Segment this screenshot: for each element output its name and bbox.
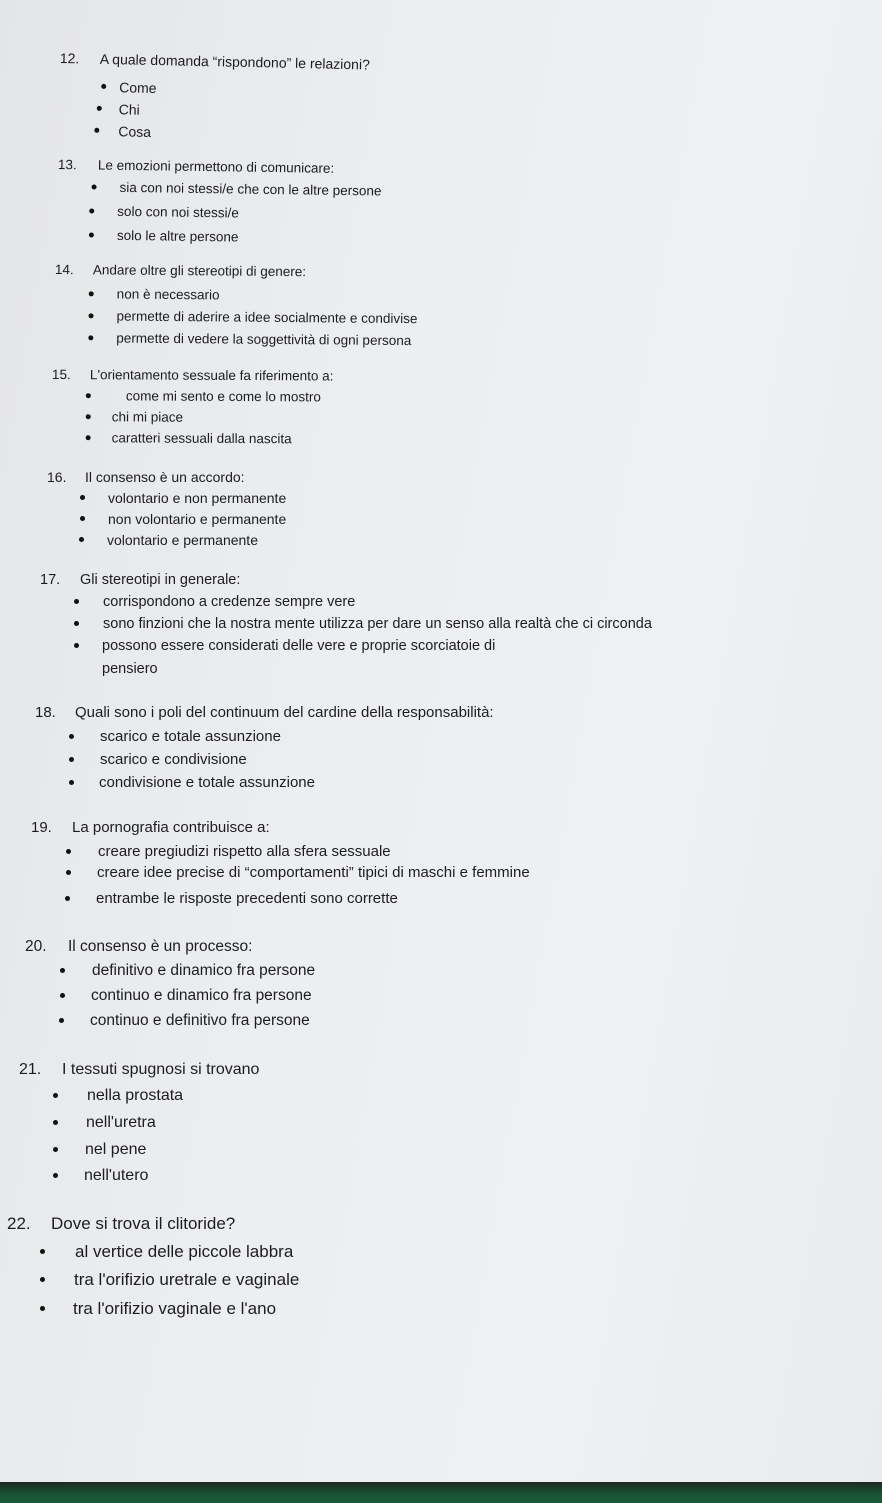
bullet-icon [40,1249,45,1254]
question-header [7,1214,235,1234]
answer-option: permette di aderire a idee socialmente e condivise [116,309,417,327]
bullet-icon [86,414,91,419]
question-number: 14. [54,262,74,278]
answer-option: solo le altre persone [117,228,239,245]
bullet-icon [89,313,94,318]
question-text: I tessuti spugnosi si trovano [62,1061,260,1078]
question-18 [35,704,494,791]
answer-option: volontario e permanente [107,532,258,548]
answer-option: tra l'orifizio uretrale e vaginale [74,1270,299,1290]
answer-option: volontario e non permanente [108,490,286,506]
bullet-icon [74,643,79,648]
question-number: 22. [7,1214,31,1233]
question-19 [31,819,530,907]
question-16 [47,469,287,548]
bullet-icon [79,537,84,542]
question-number: 16. [47,469,67,485]
bullet-icon [92,184,97,189]
question-text: Il consenso è un accordo: [85,469,245,485]
question-header [60,50,370,72]
answer-option: condivisione e totale assunzione [99,774,315,791]
bullet-icon [86,435,91,440]
question-number: 13. [57,157,77,173]
bullet-icon [69,780,74,785]
answer-option: sono finzioni che la nostra mente utilizza per dare un senso alla realtà che ci circonda [103,616,652,632]
question-text: Dove si trova il clitoride? [51,1214,236,1233]
question-number: 19. [31,819,52,836]
question-header [47,469,245,485]
question-header [52,367,334,383]
question-20 [25,938,316,1029]
bullet-icon [80,516,85,521]
bullet-icon [53,1120,58,1125]
bullet-icon [69,734,74,739]
answer-option: permette di vedere la soggettività di ogni persona [116,331,411,349]
question-header [31,819,270,836]
question-text: Il consenso è un processo: [68,938,253,955]
bullet-icon [74,599,79,604]
bullet-icon [88,335,93,340]
question-header [35,704,494,721]
question-17 [40,572,652,677]
bullet-icon [89,291,94,296]
bullet-icon [66,870,71,875]
question-12 [59,50,371,140]
answer-option: non è necessario [117,287,220,303]
bullet-icon [40,1277,45,1282]
bullet-icon [69,757,74,762]
answer-option: possono essere considerati delle vere e proprie scorciatoie di [102,638,495,654]
bullet-icon [65,896,70,901]
bullet-icon [94,128,99,133]
answer-option: definitivo e dinamico fra persone [92,962,315,980]
question-header [19,1061,259,1079]
bullet-icon [59,1018,64,1023]
answer-option: Cosa [118,123,151,140]
bullet-icon [60,968,65,973]
bullet-icon [40,1306,45,1311]
answer-option: caratteri sessuali dalla nascita [112,430,292,446]
bullet-icon [80,495,85,500]
answer-option-continuation: pensiero [102,661,158,677]
answer-option: Come [119,79,157,96]
question-header [40,572,240,588]
answer-option: nella prostata [87,1087,183,1105]
bullet-icon [66,849,71,854]
bullet-icon [89,208,94,213]
bullet-icon [74,621,79,626]
answer-option: entrambe le risposte precedenti sono corrette [96,890,398,907]
question-number: 18. [35,704,56,721]
question-text: Gli stereotipi in generale: [80,572,241,588]
question-text: La pornografia contribuisce a: [72,819,270,836]
answer-option: continuo e dinamico fra persone [91,987,312,1005]
question-header [55,262,306,279]
answer-option: tra l'orifizio vaginale e l'ano [73,1299,276,1319]
question-21 [19,1061,260,1184]
question-22 [7,1214,300,1318]
question-text: Le emozioni permettono di comunicare: [97,157,335,176]
answer-option: non volontario e permanente [108,511,286,527]
answer-option: scarico e totale assunzione [100,728,281,745]
answer-option: creare idee precise di “comportamenti” tipici di maschi e femmine [97,864,530,881]
question-text: A quale domanda “rispondono” le relazioni? [99,50,371,73]
answer-option: chi mi piace [112,409,183,424]
question-number: 17. [40,572,61,588]
question-number: 15. [51,367,71,383]
answer-option: sia con noi stessi/e che con le altre persone [119,180,381,199]
bullet-icon [53,1147,58,1152]
answer-option: solo con noi stessi/e [117,204,239,221]
bullet-icon [53,1173,58,1178]
bullet-icon [101,84,106,89]
question-number: 20. [25,938,47,955]
answer-option: nel pene [85,1141,146,1159]
question-number: 21. [19,1061,42,1078]
answer-option: nell'uretra [86,1114,156,1132]
question-text: Andare oltre gli stereotipi di genere: [92,262,307,280]
question-13 [57,157,382,245]
bullet-icon [60,993,65,998]
bullet-icon [97,106,102,111]
question-15 [51,367,334,447]
question-text: Quali sono i poli del continuum del cardine della responsabilità: [75,704,494,721]
answer-option: creare pregiudizi rispetto alla sfera sessuale [98,843,391,860]
question-header [25,938,252,956]
answer-option: Chi [119,101,140,117]
question-text: L'orientamento sessuale fa riferimento a: [89,367,334,384]
bullet-icon [53,1093,58,1098]
answer-option: scarico e condivisione [100,751,247,768]
answer-option: continuo e definitivo fra persone [90,1012,310,1030]
answer-option: come mi sento e come lo mostro [126,388,321,404]
answer-option: nell'utero [84,1167,148,1185]
bullet-icon [86,393,91,398]
answer-option: corrispondono a credenze sempre vere [103,594,355,610]
green-surface-edge [0,1482,882,1503]
question-header [58,157,335,176]
bullet-icon [89,232,94,237]
question-14 [54,262,418,349]
question-number: 12. [59,50,80,67]
answer-option: al vertice delle piccole labbra [75,1242,293,1262]
